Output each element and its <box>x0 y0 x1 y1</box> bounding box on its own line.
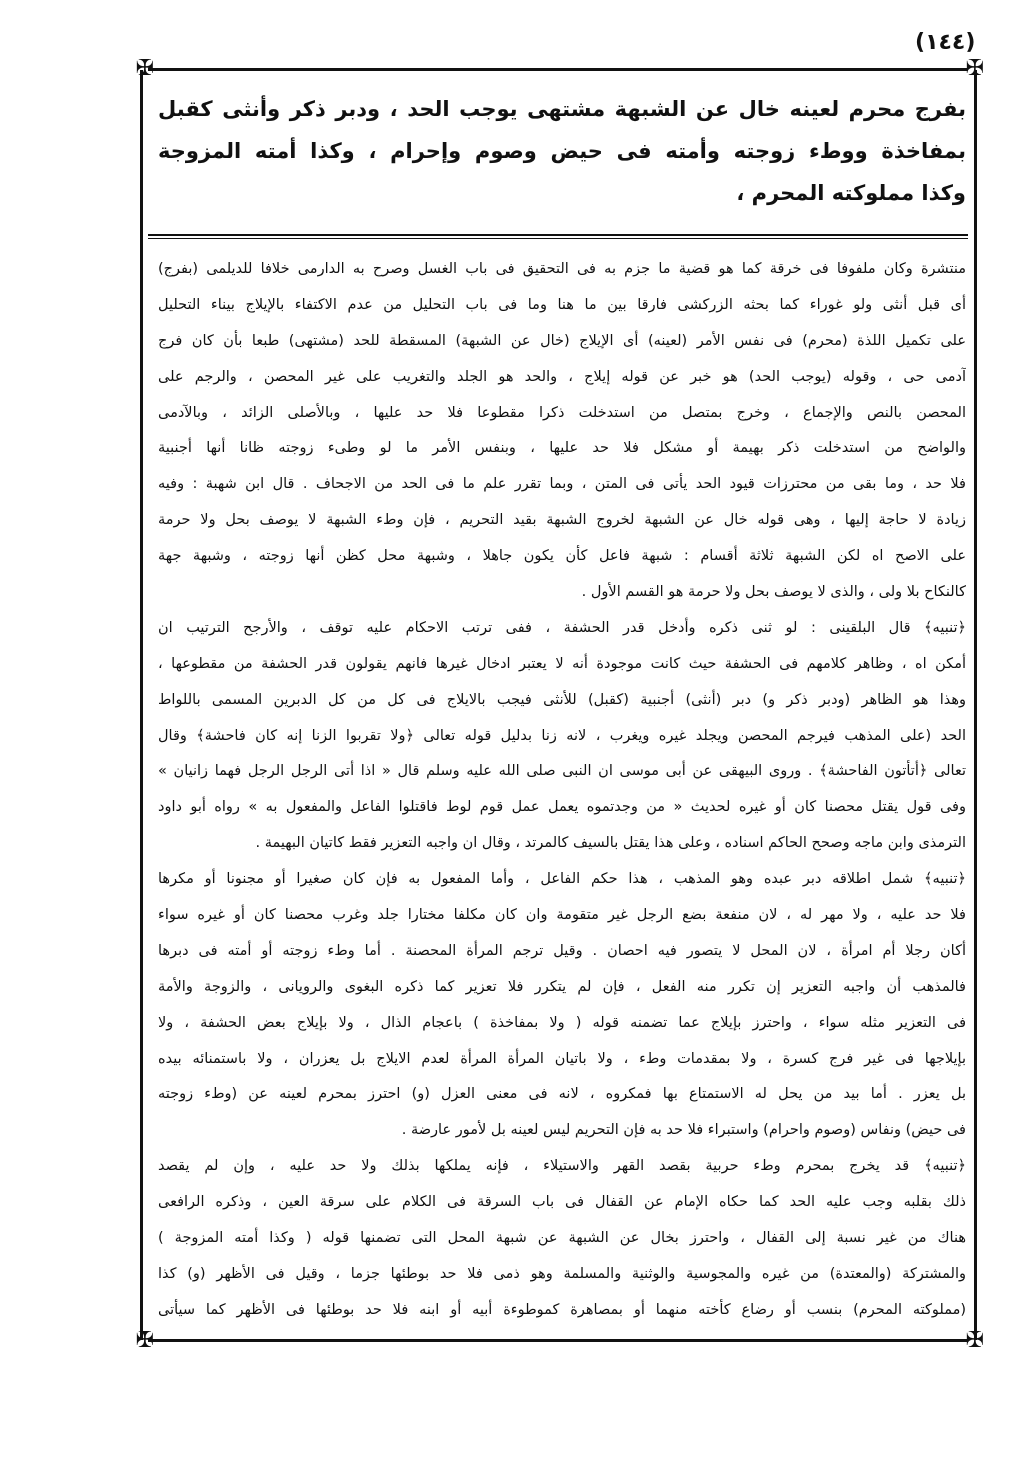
commentary-line: الحد (على المذهب فيرجم المحصن ويجلد غيره ويغرب ، لانه زنا بدليل قوله تعالى ﴿ولا تقربوا الزنا إنه كان فاحشة﴾ وقال <box>158 727 966 744</box>
commentary-line: وهذا هو الظاهر (ودبر ذكر و) دبر (أنثى) أجنبية (كقبل) للأنثى فيجب بالايلاج فى كل من كل الدبرين المسمى باللواط <box>158 691 966 708</box>
commentary-line: ذلك بقلبه وجب عليه الحد كما حكاه الإمام عن القفال فى باب السرقة فى الكلام على سرقة العين ، وذكره الرافعى <box>158 1194 966 1211</box>
commentary-line: (مملوكته المحرم) بنسب أو رضاع كأخته منهما أو بمصاهرة كموطوءة أبيه أو ابنه فلا حد بوطئها فى الأظهر كما سيأتى <box>158 1301 966 1318</box>
commentary-line: على الاصح اه لكن الشبهة ثلاثة أقسام : شبهة فاعل كأن يكون جاهلا ، وشبهة محل كظن أنها زوجته ، وشبهة جهة <box>158 548 966 565</box>
commentary-line: ﴿تنبيه﴾ قال البلقينى : لو ثنى ذكره وأدخل قدر الحشفة ، ففى ترتب الاحكام عليه توقف ، والأرجح الترتيب ان <box>158 619 966 636</box>
commentary-line: ﴿تنبيه﴾ قد يخرج بمحرم وطء حربية بقصد القهر والاستيلاء ، فإنه يملكها بذلك ولا حد عليه ، وإن لم يقصد <box>158 1158 966 1175</box>
commentary-line: الترمذى وابن ماجه وصحح الحاكم اسناده ، وعلى هذا يقتل بالسيف كالمرتد ، وقال ان واجبه التعزير فقط كاتيان البهيمة . <box>255 835 966 852</box>
ornament-bottom-right-icon: ✠ <box>965 1328 985 1353</box>
commentary-line: وفى قول يقتل محصنا كان أو غيره لحديث « من وجدتموه يعمل عمل قوم لوط فاقتلوا الفاعل والمفعول به » رواه أبو داود <box>158 799 966 816</box>
commentary-line: بل يعزر . أما بيد من يحل له الاستمتاع بها فمكروه ، لانه فى معنى العزل (و) احترز بمحرم لعينه عن (وطء زوجته <box>158 1086 966 1103</box>
matn-line: بمفاخذة ووطء زوجته وأمته فى حيض وصوم وإحرام ، وكذا أمته المزوجة <box>158 139 966 163</box>
separator-double-rule <box>148 234 968 239</box>
commentary-line: فى التعزير مثله سواء ، واحترز بإيلاج عما تضمنه قوله ( ولا بمفاخذة ) باعجام الذال ، ولا بإيلاج بعض الحشفة ، ولا <box>158 1014 966 1031</box>
commentary-line: ﴿تنبيه﴾ شمل اطلاقه دبر عبده وهو المذهب ، هذا حكم الفاعل ، وأما المفعول به فإن كان صغيرا أو مجنونا أو مكرها <box>158 871 966 888</box>
commentary-line: المحصن بالنص والإجماع ، وخرج بمتصل من استدخلت ذكرا مقطوعا فلا حد عليها ، وبالأصلى الزائد ، وبالآدمى <box>158 404 966 421</box>
commentary-line: بإيلاجها فى غير فرج كسرة ، ولا بمقدمات وطء ، ولا باتيان المرأة المرأة لعدم الايلاج بل يعزران ، ولا باستمنائه بيده <box>158 1050 966 1067</box>
commentary-line: أمكن اه ، وظاهر كلامهم فى الحشفة حيث كانت موجودة أنه لا يعتبر ادخال غيرها فانهم يقولون قدر الحشفة من مقطوعها ، <box>158 655 966 672</box>
commentary-line: آدمى حى ، وقوله (يوجب الحد) هو خبر عن قوله إيلاج ، والحد هو الجلد والتغريب على غير المحصن ، والرجم على <box>158 368 966 385</box>
matn-text <box>158 88 966 214</box>
commentary-line: فى حيض) ونفاس (وصوم واحرام) واستبراء فلا حد به فإن التحريم ليس لعينه بل لأمور عارضة . <box>401 1122 966 1139</box>
commentary-line: فلا حد ، وما بقى من محترزات قيود الحد يأتى فى المتن ، وبما تقرر علم ما فى الحد من الاجحاف . قال ابن شهبة : وفيه <box>158 476 966 493</box>
commentary-line: أى قبل أنثى ولو غوراء كما بحثه الزركشى فارقا بين ما هنا وما فى باب التحليل من عدم الاكتفاء بالإيلاج بيناء التحليل <box>158 296 966 313</box>
commentary-line: هناك من غير نسبة إلى القفال ، واحترز بخال عن الشبهة عن شبهة المحل التى تضمنها قوله ( وكذا أمته المزوجة ) <box>158 1230 966 1247</box>
commentary-line: والمشتركة (والمعتدة) من غيره والمجوسية والوثنية والمسلمة وهو ذمى فلا حد بوطئها جزما ، وقيل فى الأظهر (و) كذا <box>158 1265 966 1282</box>
commentary-line: منتشرة وكان ملفوفا فى خرقة كما هو قضية ما جزم به فى التحقيق فى باب الغسل وصرح به الدارمى خلافا للديلمى (بفرج) <box>158 261 966 277</box>
bottom-rule <box>148 1339 968 1342</box>
ornament-bottom-left-icon: ✠ <box>135 1328 155 1353</box>
commentary-line: على تكميل اللذة (محرم) فى نفس الأمر (لعينه) أى الإيلاج (خال عن الشبهة) المسقطة للحد (مشتهى) طبعا بأن كان فرج <box>158 332 966 349</box>
commentary-line: والواضح من استدخلت ذكر بهيمة أو مشكل فلا حد عليها ، وبنفس الأمر ما لو وطىء زوجته ظانا أنها أجنبية <box>158 440 966 457</box>
commentary-line: تعالى ﴿أتأتون الفاحشة﴾ . وروى البيهقى عن أبى موسى ان النبى صلى الله عليه وسلم قال « اذا أتى الرجل الرجل فهما زانيان » <box>158 763 966 780</box>
ornament-top-right-icon: ✠ <box>965 56 985 81</box>
top-rule <box>148 68 968 71</box>
commentary-line: زيادة لا حاجة إليها ، وهى قوله خال عن الشبهة لخروج الشبهة بقيد التحريم ، فإن وطء الشبهة لا يوصف بحل ولا حرمة <box>158 512 966 529</box>
commentary-text <box>158 252 966 1329</box>
right-frame-rule <box>974 70 977 1340</box>
commentary-line: كالنكاح بلا ولى ، والذى لا يوصف بحل ولا حرمة هو القسم الأول . <box>581 584 966 601</box>
left-frame-rule <box>140 70 143 1340</box>
matn-line: بفرج محرم لعينه خال عن الشبهة مشتهى يوجب الحد ، ودبر ذكر وأنثى كقبل <box>158 97 966 121</box>
commentary-line: فلا حد عليه ، ولا مهر له ، لان منفعة بضع الرجل غير متقومة وان كان مكلفا مختارا جلد وغرب محصنا كان أو غيره سواء <box>158 907 966 924</box>
page-number: (١٤٤) <box>915 30 976 55</box>
commentary-line: أكان رجلا أم امرأة ، لان المحل لا يتصور فيه احصان . وقيل ترجم المرأة المحصنة . أما وطء زوجته أو أمته فى دبرها <box>158 942 966 959</box>
commentary-line: فالمذهب أن واجبه التعزير إن تكرر منه الفعل ، فإن لم يتكرر فلا تعزير كما ذكره البغوى والرويانى ، والزوجة والأمة <box>158 978 966 995</box>
ornament-top-left-icon: ✠ <box>135 56 155 81</box>
matn-line: وكذا مملوكته المحرم ، <box>736 181 966 205</box>
